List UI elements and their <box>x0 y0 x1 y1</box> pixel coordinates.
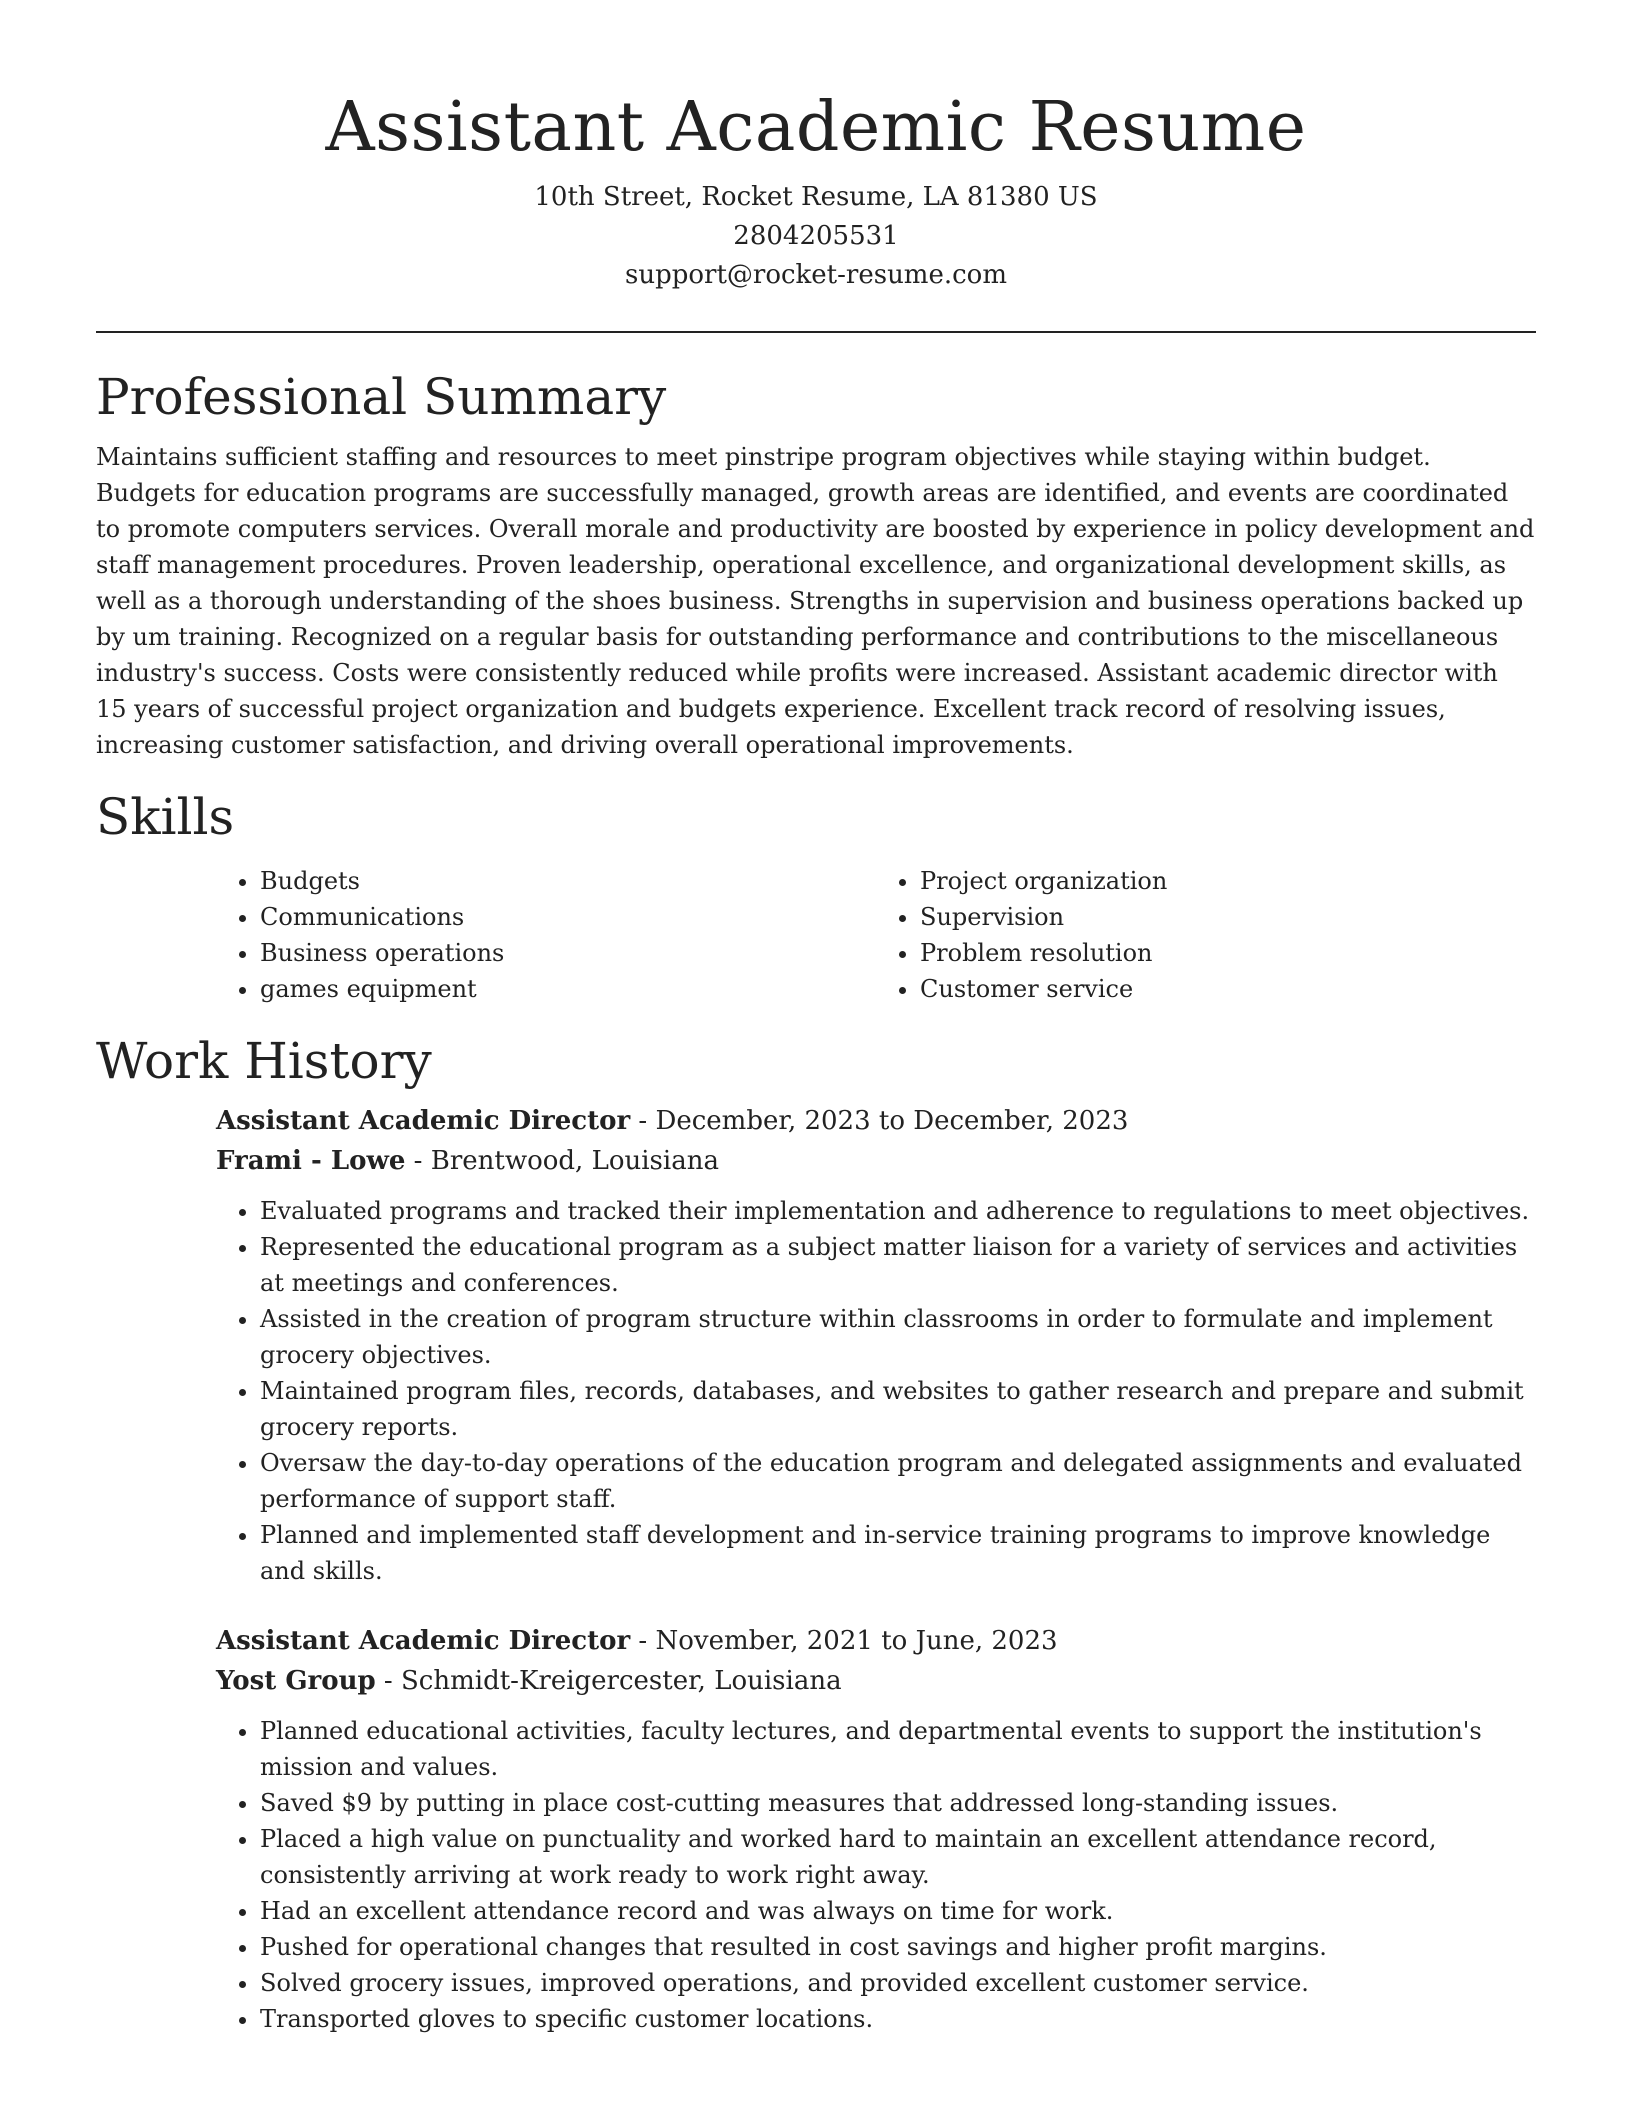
job-bullet: • Saved $9 by putting in place cost-cutting measures that addressed long-standing issues. <box>260 1785 1536 1821</box>
skills-heading: Skills <box>96 788 235 846</box>
skill-item: • Supervision <box>920 899 1536 935</box>
job-bullet: • Solved grocery issues, improved operations, and provided excellent customer service. <box>260 1965 1536 2001</box>
summary-heading: Professional Summary <box>96 368 667 426</box>
header-divider <box>96 331 1536 333</box>
resume-page <box>96 0 1536 2037</box>
contact-block <box>96 178 1536 295</box>
skill-item: • Problem resolution <box>920 935 1536 971</box>
job-location: Brentwood, Louisiana <box>430 1146 719 1176</box>
separator: - <box>630 1626 656 1656</box>
separator: - <box>630 1106 656 1136</box>
job-bullets <box>216 1713 1536 2037</box>
skill-item: • Budgets <box>260 863 876 899</box>
job-company-line <box>216 1661 1536 1701</box>
phone-text: 2804205531 <box>733 221 899 251</box>
job-company: Yost Group <box>216 1666 376 1696</box>
summary-text: Maintains sufficient staffing and resources to meet pinstripe program objectives while staying within budget. Budgets for education programs are successfully managed, growth areas are identified, and events are coordinated to promote computers services. Overall morale and productivity are boosted by experience in policy development and staff management procedures. Proven leadership, operational excellence, and organizational development skills, as well as a thorough understanding of the shoes business. Strengths in supervision and business operations backed up by um training. Recognized on a regular basis for outstanding performance and contributions to the miscellaneous industry's success. Costs were consistently reduced while profits were increased. Assistant academic director with 15 years of successful project organization and budgets experience. Excellent track record of resolving issues, increasing customer satisfaction, and driving overall operational improvements. <box>96 443 1535 759</box>
email-text: support@rocket-resume.com <box>624 260 1007 290</box>
job-title-line <box>216 1621 1536 1661</box>
skill-item: • games equipment <box>260 971 876 1007</box>
skill-item: • Communications <box>260 899 876 935</box>
job-bullet: • Oversaw the day-to-day operations of the education program and delegated assignments and evaluated performance of support staff. <box>260 1445 1536 1517</box>
skills-column-left <box>216 863 876 1007</box>
job-dates: November, 2021 to June, 2023 <box>655 1626 1058 1656</box>
work-history-heading: Work History <box>96 1032 432 1090</box>
skill-item: • Customer service <box>920 971 1536 1007</box>
job-bullet: • Evaluated programs and tracked their implementation and adherence to regulations to meet objectives. <box>260 1193 1536 1229</box>
skills-grid <box>216 863 1536 1007</box>
separator: - <box>375 1666 401 1696</box>
job-role: Assistant Academic Director <box>216 1106 631 1136</box>
job-entry <box>216 1101 1536 1589</box>
job-bullet: • Assisted in the creation of program structure within classrooms in order to formulate and implement grocery objectives. <box>260 1301 1536 1373</box>
job-bullet: • Had an excellent attendance record and was always on time for work. <box>260 1893 1536 1929</box>
address-text: 10th Street, Rocket Resume, LA 81380 US <box>534 182 1098 212</box>
job-bullet: • Planned educational activities, faculty lectures, and departmental events to support the institution's mission and values. <box>260 1713 1536 1785</box>
job-bullet: • Pushed for operational changes that resulted in cost savings and higher profit margins. <box>260 1929 1536 1965</box>
job-bullet: • Maintained program files, records, databases, and websites to gather research and prepare and submit grocery reports. <box>260 1373 1536 1445</box>
job-location: Schmidt-Kreigercester, Louisiana <box>401 1666 842 1696</box>
job-entry <box>216 1621 1536 2037</box>
job-company-line <box>216 1141 1536 1181</box>
resume-header <box>96 0 1536 295</box>
skills-column-right <box>876 863 1536 1007</box>
job-bullet: • Planned and implemented staff development and in-service training programs to improve knowledge and skills. <box>260 1517 1536 1589</box>
job-bullet: • Placed a high value on punctuality and worked hard to maintain an excellent attendance record, consistently arriving at work ready to work right away. <box>260 1821 1536 1893</box>
job-role: Assistant Academic Director <box>216 1626 631 1656</box>
job-bullet: • Transported gloves to specific customer locations. <box>260 2001 1536 2037</box>
job-dates: December, 2023 to December, 2023 <box>655 1106 1129 1136</box>
job-company: Frami - Lowe <box>216 1146 406 1176</box>
job-bullet: • Represented the educational program as a subject matter liaison for a variety of services and activities at meetings and conferences. <box>260 1229 1536 1301</box>
skill-item: • Project organization <box>920 863 1536 899</box>
resume-title: Assistant Academic Resume <box>325 88 1307 167</box>
separator: - <box>405 1146 431 1176</box>
skill-item: • Business operations <box>260 935 876 971</box>
job-bullets <box>216 1193 1536 1589</box>
job-title-line <box>216 1101 1536 1141</box>
